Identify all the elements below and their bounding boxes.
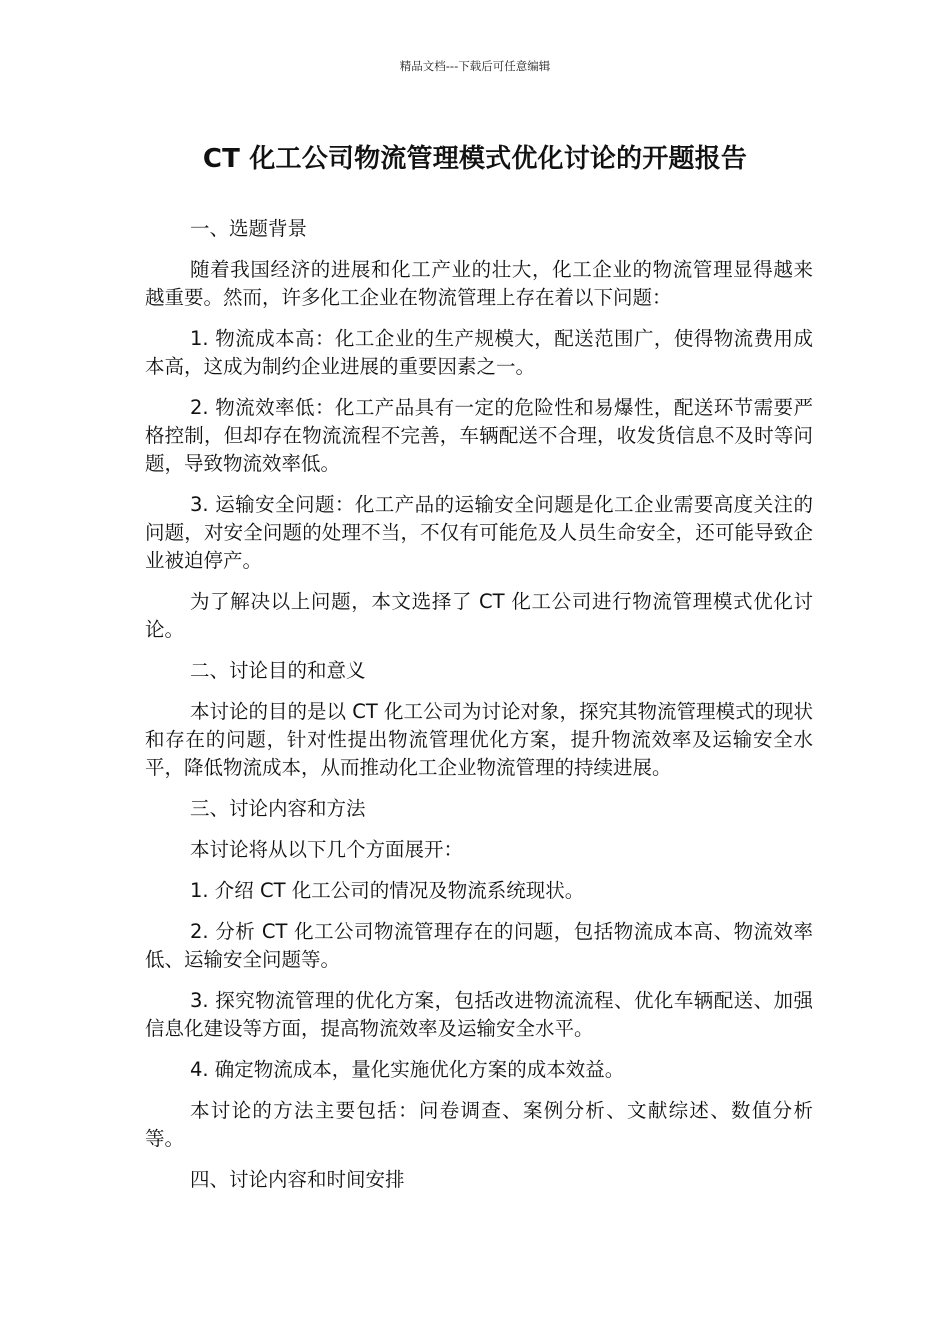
list-item-optimization-plan: 3. 探究物流管理的优化方案，包括改进物流流程、优化车辆配送、加强信息化建设等方面，提高物流效率及运输安全水平。 [145,989,813,1040]
list-item-logistics-cost: 1. 物流成本高：化工企业的生产规模大，配送范围广，使得物流费用成本高，这成为制约企业进展的重要因素之一。 [145,327,813,378]
list-item-company-intro: 1. 介绍 CT 化工公司的情况及物流系统现状。 [190,879,585,902]
list-item-cost-benefit: 4. 确定物流成本，量化实施优化方案的成本效益。 [190,1058,625,1081]
section-heading-purpose: 二、讨论目的和意义 [190,659,366,682]
paragraph-methods: 本讨论的方法主要包括：问卷调查、案例分析、文献综述、数值分析等。 [145,1099,813,1150]
document-title: CT 化工公司物流管理模式优化讨论的开题报告 [202,144,748,174]
section-heading-content-method: 三、讨论内容和方法 [190,797,366,820]
paragraph-purpose: 本讨论的目的是以 CT 化工公司为讨论对象，探究其物流管理模式的现状和存在的问题，针对性提出物流管理优化方案，提升物流效率及运输安全水平，降低物流成本，从而推动化工企业物流管理的持续进展。 [145,700,813,779]
paragraph-content-intro: 本讨论将从以下几个方面展开： [190,838,464,861]
list-item-problem-analysis: 2. 分析 CT 化工公司物流管理存在的问题，包括物流成本高、物流效率低、运输安全问题等。 [145,920,813,971]
paragraph-topic-choice: 为了解决以上问题，本文选择了 CT 化工公司进行物流管理模式优化讨论。 [145,590,813,641]
paragraph-background-intro: 随着我国经济的进展和化工产业的壮大，化工企业的物流管理显得越来越重要。然而，许多化工企业在物流管理上存在着以下问题： [145,258,813,309]
section-heading-schedule: 四、讨论内容和时间安排 [190,1168,405,1191]
header-note: 精品文档---下载后可任意编辑 [399,59,551,73]
section-heading-background: 一、选题背景 [190,217,308,240]
document-body [145,215,813,1207]
list-item-logistics-efficiency: 2. 物流效率低：化工产品具有一定的危险性和易爆性，配送环节需要严格控制，但却存在物流流程不完善，车辆配送不合理，收发货信息不及时等问题，导致物流效率低。 [145,396,813,475]
list-item-transport-safety: 3. 运输安全问题：化工产品的运输安全问题是化工企业需要高度关注的问题，对安全问题的处理不当，不仅有可能危及人员生命安全，还可能导致企业被迫停产。 [145,493,813,572]
